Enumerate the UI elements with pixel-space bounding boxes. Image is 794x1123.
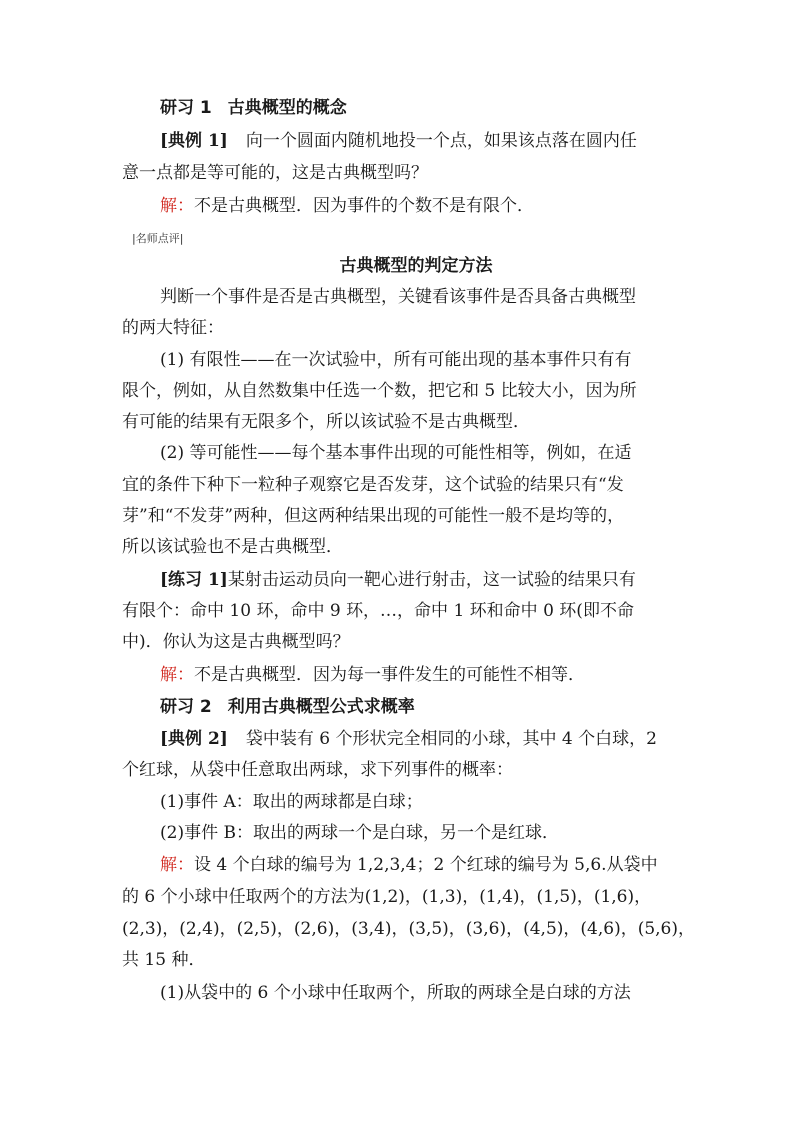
commentary-p2-line-1: (1) 有限性——在一次试验中，所有可能出现的基本事件只有有 [160, 350, 632, 370]
solution-2-line-1: 解：设 4 个白球的编号为 1,2,3,4；2 个红球的编号为 5,6.从袋中 [160, 855, 658, 875]
commentary-p1-line-1: 判断一个事件是否是古典概型，关键看该事件是否具备古典概型 [160, 287, 636, 307]
commentary-p3-line-4: 所以该试验也不是古典概型． [122, 537, 343, 557]
solution-label: 解： [160, 196, 194, 216]
example-2-line-2: 个红球，从袋中任意取出两球，求下列事件的概率： [122, 760, 513, 780]
commentary-p2-line-3: 有可能的结果有无限多个，所以该试验不是古典概型． [122, 412, 530, 432]
commentary-p1-line-2: 的两大特征： [122, 318, 224, 338]
commentary-p3-line-2: 宜的条件下种下一粒种子观察它是否发芽，这个试验的结果只有“发 [122, 475, 624, 495]
commentary-tag: |名师点评| [132, 232, 184, 245]
section-heading-2 [160, 697, 415, 717]
commentary-heading: 古典概型的判定方法 [339, 256, 493, 276]
exercise-1-line-1: [练习 1]某射击运动员向一靶心进行射击，这一试验的结果只有 [160, 570, 636, 590]
example-1-line-2: 意一点都是等可能的，这是古典概型吗？ [122, 163, 428, 183]
solution-label: 解： [160, 855, 194, 875]
solution-2-line-4: 共 15 种． [122, 950, 206, 970]
section-number: 研习 1 [160, 98, 212, 118]
commentary-p2-line-2: 限个，例如，从自然数集中任选一个数，把它和 5 比较大小，因为所 [122, 381, 637, 401]
example-label: [典例 2] [160, 729, 228, 749]
solution-label: 解： [160, 665, 194, 685]
section-title: 利用古典概型公式求概率 [227, 697, 415, 717]
example-label: [典例 1] [160, 131, 228, 151]
solution-2-line-2: 的 6 个小球中任取两个的方法为(1,2)，(1,3)，(1,4)，(1,5)，(1,6)， [122, 887, 652, 907]
commentary-p3-line-1: (2) 等可能性——每个基本事件出现的可能性相等，例如，在适 [160, 443, 632, 463]
section-title: 古典概型的概念 [227, 98, 347, 118]
solution-1: 解：不是古典概型．因为事件的个数不是有限个． [160, 196, 534, 216]
section-number: 研习 2 [160, 697, 212, 717]
exercise-label: [练习 1] [160, 570, 228, 590]
solution-2-line-5: (1)从袋中的 6 个小球中任取两个，所取的两球全是白球的方法 [160, 983, 631, 1003]
section-heading-1 [160, 98, 347, 118]
example-1-line-1: [典例 1] 向一个圆面内随机地投一个点，如果该点落在圆内任 [160, 131, 637, 151]
exercise-1-line-2: 有限个：命中 10 环，命中 9 环，…，命中 1 环和命中 0 环(即不命 [122, 601, 634, 621]
exercise-1-line-3: 中)．你认为这是古典概型吗？ [122, 632, 350, 652]
example-2-line-1: [典例 2] 袋中装有 6 个形状完全相同的小球，其中 4 个白球，2 [160, 729, 657, 749]
solution-2-line-3: (2,3)，(2,4)，(2,5)，(2,6)，(3,4)，(3,5)，(3,6)，(4,5)，(4,6)，(5,6)， [122, 919, 696, 939]
exercise-1-solution: 解：不是古典概型．因为每一事件发生的可能性不相等． [160, 665, 585, 685]
example-2-question-1: (1)事件 A：取出的两球都是白球； [160, 792, 423, 812]
commentary-p3-line-3: 芽”和“不发芽”两种，但这两种结果出现的可能性一般不是均等的， [122, 506, 625, 526]
example-2-question-2: (2)事件 B：取出的两球一个是白球，另一个是红球． [160, 823, 559, 843]
